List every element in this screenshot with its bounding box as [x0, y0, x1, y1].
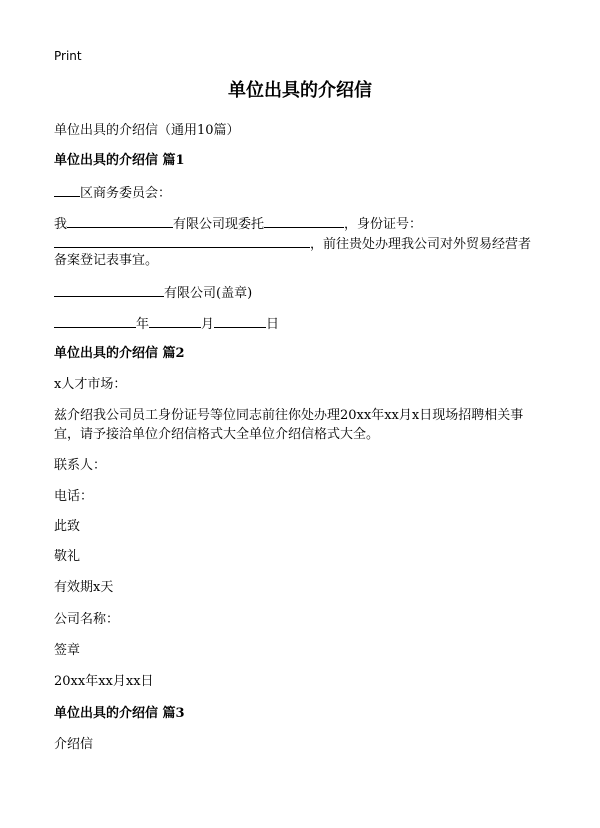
signature-line: 签章	[54, 643, 81, 658]
blank-district	[54, 183, 80, 197]
blank-person	[264, 214, 344, 228]
entrust-line	[54, 214, 422, 233]
company-name-line: 公司名称：	[54, 612, 120, 627]
company-seal-line	[54, 283, 252, 302]
page-title: 单位出具的介绍信	[228, 80, 372, 101]
letter-date: 20xx年xx月xx日	[54, 674, 154, 689]
phone-line: 电话：	[54, 489, 94, 504]
body-line-1: 兹介绍我公司员工身份证号等位同志前往你处办理20xx年xx月x日现场招聘相关事	[54, 408, 524, 423]
entrust-text-a: 我	[54, 217, 68, 232]
print-link[interactable]: Print	[54, 49, 82, 63]
blank-seal-company	[54, 283, 164, 297]
salutation-line	[54, 183, 171, 202]
addressee: x人才市场：	[54, 377, 127, 392]
contact-line: 联系人：	[54, 458, 107, 473]
section-3-first-line: 介绍信	[54, 737, 94, 752]
salutation-text: 区商务委员会：	[80, 186, 172, 201]
entrust-text-b: 有限公司现委托	[173, 217, 265, 232]
entrust-text-c: ，身份证号：	[344, 217, 423, 232]
day-label: 日	[266, 317, 280, 332]
section-heading-1: 单位出具的介绍信 篇1	[54, 153, 185, 168]
section-heading-2: 单位出具的介绍信 篇2	[54, 346, 185, 361]
year-label: 年	[136, 317, 150, 332]
blank-day	[214, 314, 266, 328]
body-line-2: 宜，请予接洽单位介绍信格式大全单位介绍信格式大全。	[54, 427, 380, 442]
id-line-text: ，前往贵处办理我公司对外贸易经营者	[310, 237, 532, 252]
id-number-line	[54, 234, 531, 253]
closing-1: 此致	[54, 519, 81, 534]
closing-2: 敬礼	[54, 549, 81, 564]
purpose-line: 备案登记表事宜。	[54, 253, 159, 268]
blank-month	[149, 314, 201, 328]
document-subtitle: 单位出具的介绍信（通用10篇）	[54, 123, 240, 138]
date-line	[54, 314, 279, 333]
company-seal-text: 有限公司(盖章)	[164, 286, 253, 301]
blank-id-number	[54, 234, 310, 248]
section-heading-3: 单位出具的介绍信 篇3	[54, 706, 185, 721]
validity-line: 有效期x天	[54, 580, 114, 595]
blank-year	[54, 314, 136, 328]
blank-company	[67, 214, 173, 228]
month-label: 月	[201, 317, 215, 332]
